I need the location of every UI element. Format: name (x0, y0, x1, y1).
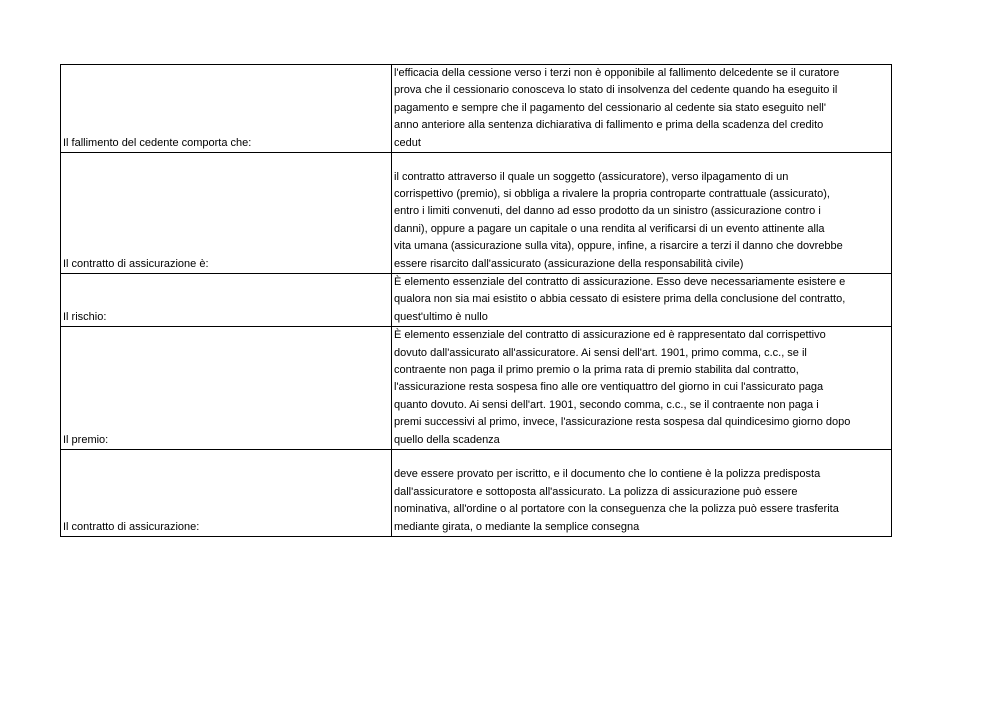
answer-line: l'efficacia della cessione verso i terzi non è opponibile al fallimento delcedente se il curatore (394, 67, 840, 79)
answer-line: deve essere provato per iscritto, e il documento che lo contiene è la polizza predisposta (394, 468, 821, 481)
answer-line: È elemento essenziale del contratto di assicurazione. Esso deve necessariamente esistere e (394, 276, 846, 289)
qa-table-body (61, 65, 892, 537)
question-cell: Il rischio: (61, 274, 392, 327)
answer-line: cedut (394, 136, 421, 149)
answer-line: quest'ultimo è nullo (394, 310, 488, 323)
answer-line: quello della scadenza (394, 433, 500, 446)
answer-line: nominativa, all'ordine o al portatore con la conseguenza che la polizza può essere trasferita (394, 503, 839, 516)
question-cell: Il contratto di assicurazione è: (61, 153, 392, 274)
answer-line: anno anteriore alla sentenza dichiarativa di fallimento e prima della scadenza del credito (394, 119, 824, 132)
qa-table (60, 64, 892, 537)
answer-cell (392, 153, 892, 274)
table-row (61, 153, 892, 274)
answer-line: entro i limiti convenuti, del danno ad esso prodotto da un sinistro (assicurazione contro i (394, 205, 821, 218)
answer-line: essere risarcito dall'assicurato (assicurazione della responsabilità civile) (394, 257, 744, 270)
table-row (61, 65, 892, 153)
answer-line: danni), oppure a pagare un capitale o una rendita al verificarsi di un evento attinente alla (394, 222, 825, 235)
answer-line: corrispettivo (premio), si obbliga a rivalere la propria controparte contrattuale (assicurato), (394, 188, 830, 200)
answer-line: il contratto attraverso il quale un soggetto (assicuratore), verso ilpagamento di un (394, 170, 789, 183)
answer-line: contraente non paga il primo premio o la prima rata di premio stabilita dal contratto, (394, 364, 799, 377)
question-cell: Il fallimento del cedente comporta che: (61, 65, 392, 153)
answer-line: mediante girata, o mediante la semplice consegna (394, 520, 640, 533)
answer-line: l'assicurazione resta sospesa fino alle ore ventiquattro del giorno in cui l'assicurato paga (394, 381, 824, 394)
answer-line: premi successivi al primo, invece, l'assicurazione resta sospesa dal quindicesimo giorno dopo (394, 416, 851, 429)
question-cell: Il premio: (61, 327, 392, 450)
answer-line: vita umana (assicurazione sulla vita), oppure, infine, a risarcire a terzi il danno che dovrebbe (394, 240, 843, 253)
answer-line: dall'assicuratore e sottoposta all'assicurato. La polizza di assicurazione può essere (394, 485, 798, 498)
question-cell: Il contratto di assicurazione: (61, 450, 392, 537)
answer-line: quanto dovuto. Ai sensi dell'art. 1901, secondo comma, c.c., se il contraente non paga i (394, 398, 819, 411)
answer-cell (392, 274, 892, 327)
answer-line: qualora non sia mai esistito o abbia cessato di esistere prima della conclusione del contratto, (394, 293, 846, 306)
answer-line: È elemento essenziale del contratto di assicurazione ed è rappresentato dal corrispettivo (394, 329, 826, 342)
answer-cell (392, 450, 892, 537)
answer-cell (392, 327, 892, 450)
table-row (61, 274, 892, 327)
table-row (61, 450, 892, 537)
answer-line: prova che il cessionario conosceva lo stato di insolvenza del cedente quando ha eseguito il (394, 84, 838, 97)
table-row (61, 327, 892, 450)
answer-line: pagamento e sempre che il pagamento del cessionario al cedente sia stato eseguito nell' (394, 101, 826, 114)
answer-cell (392, 65, 892, 153)
answer-line: dovuto dall'assicurato all'assicuratore. Ai sensi dell'art. 1901, primo comma, c.c., se il (394, 346, 807, 359)
